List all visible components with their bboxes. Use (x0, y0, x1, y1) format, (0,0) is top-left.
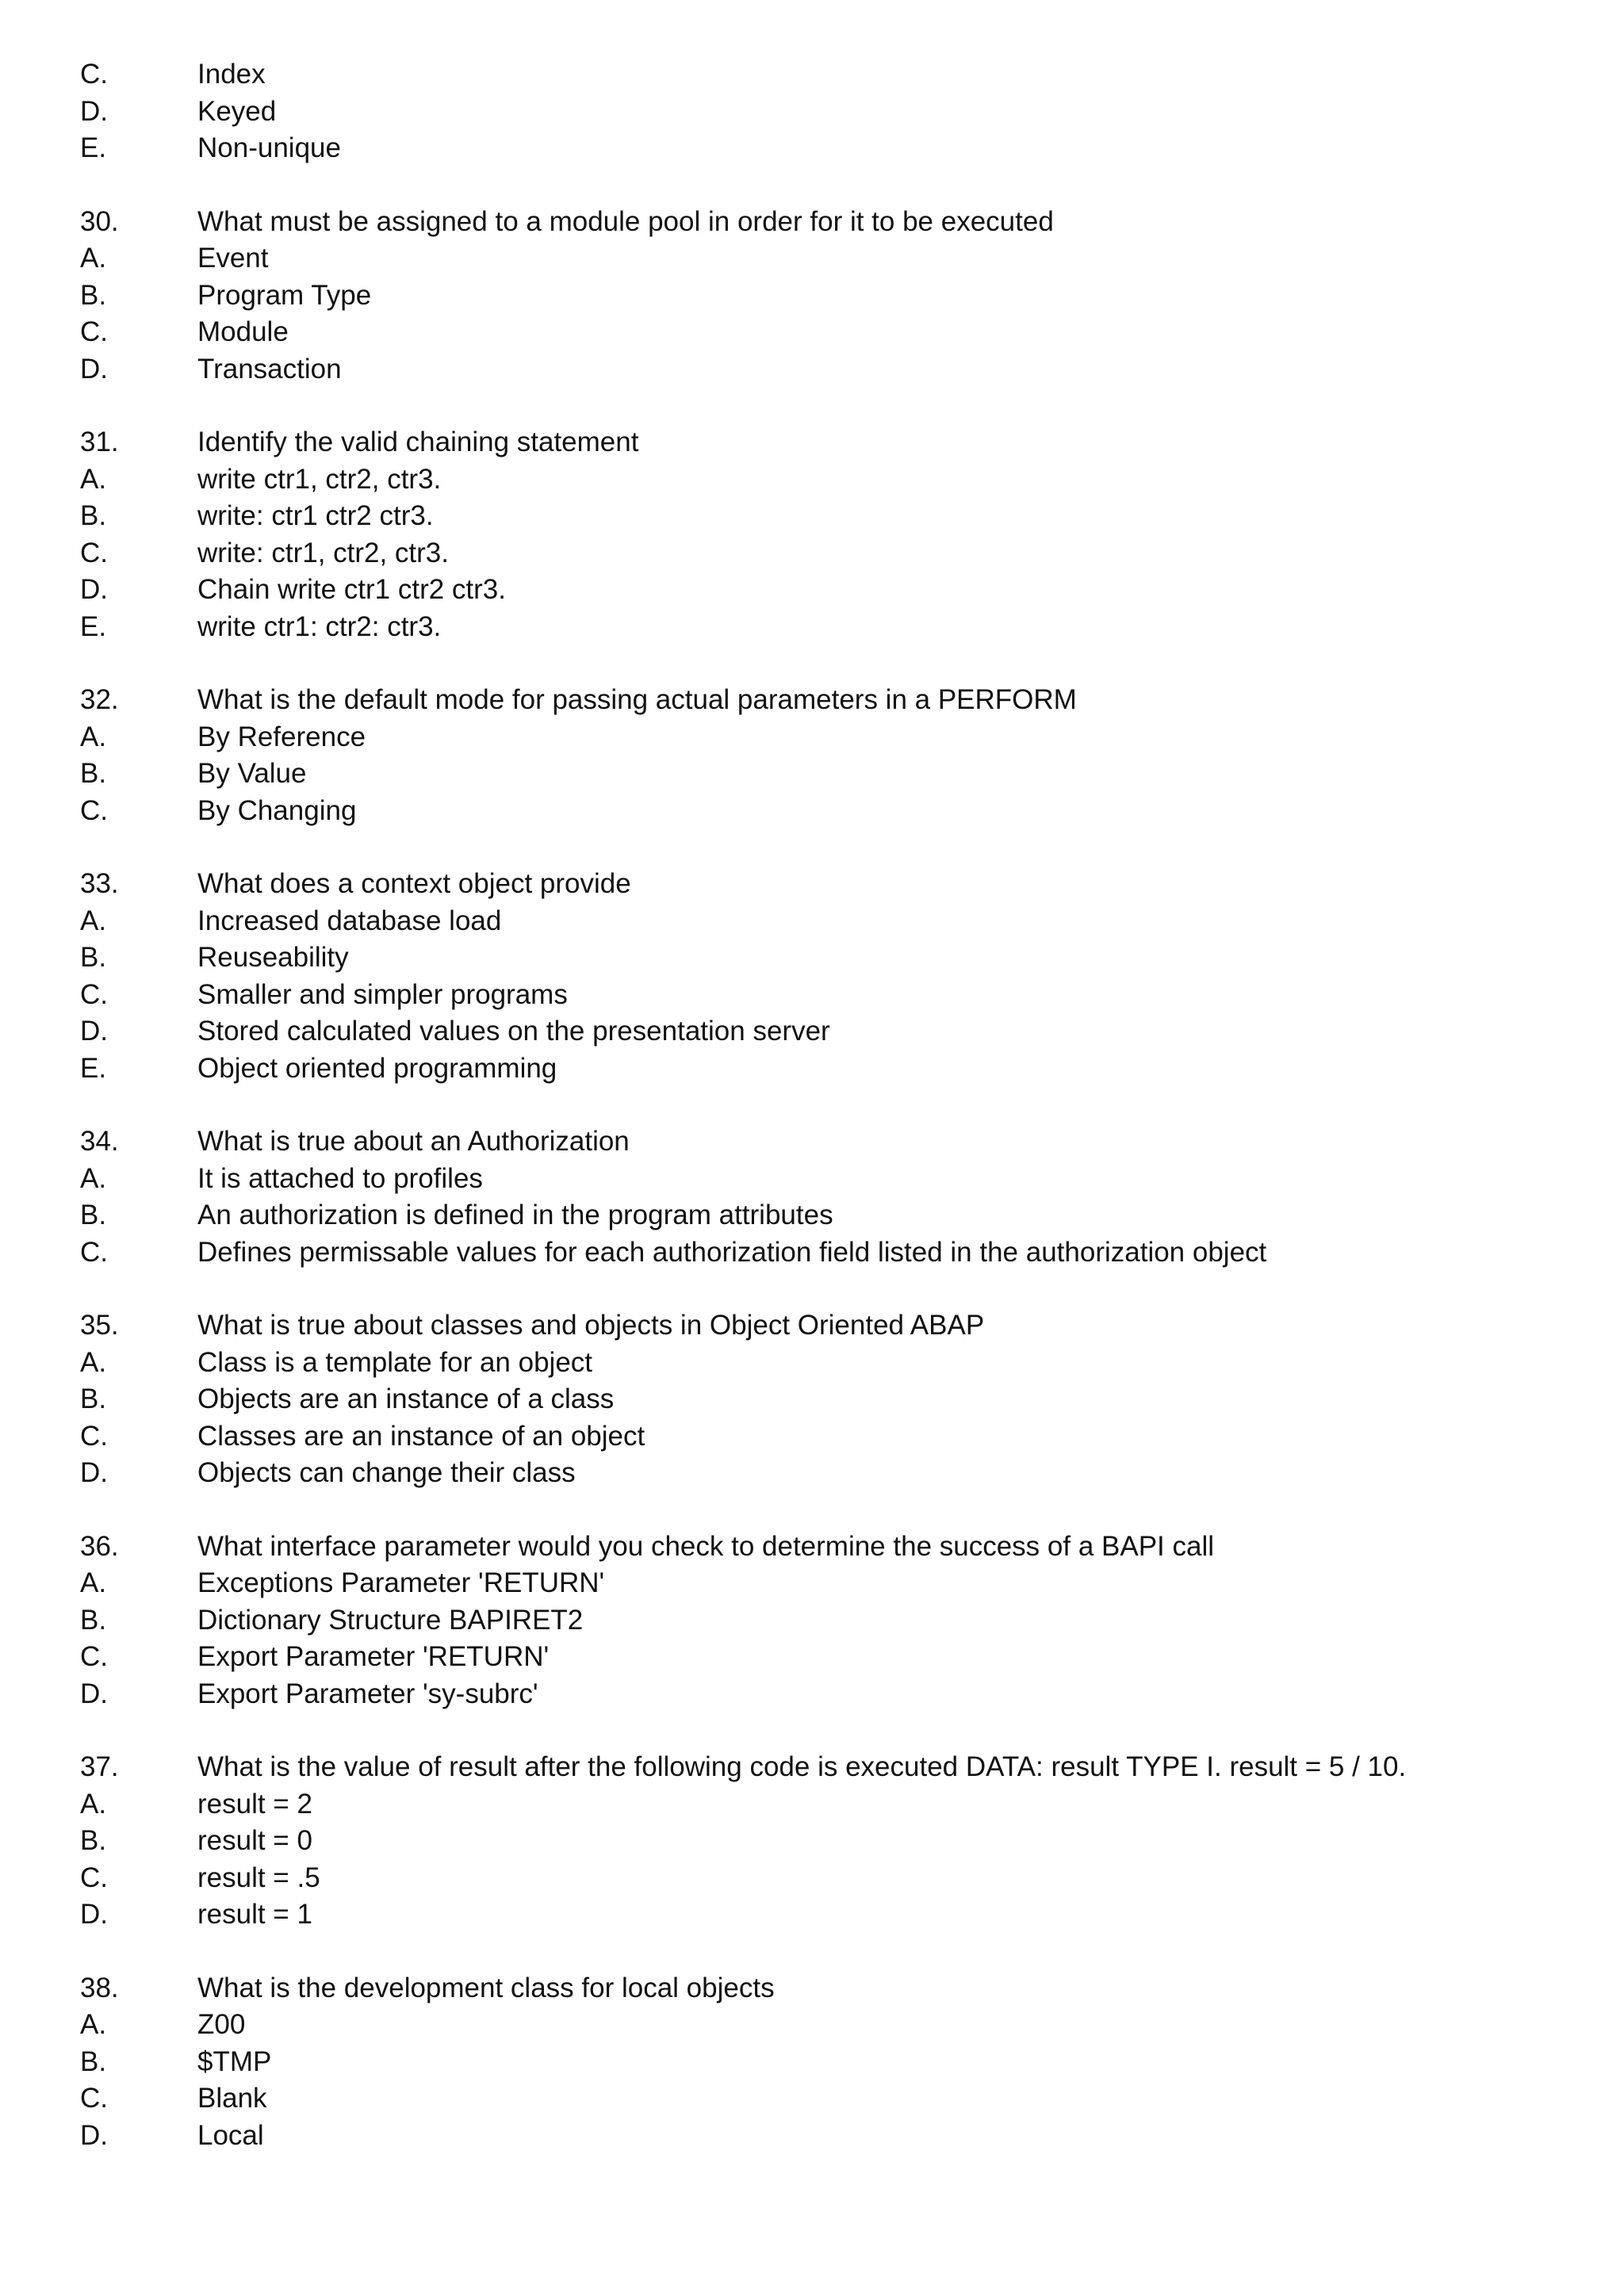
option-letter: A. (80, 1788, 107, 1820)
option-text: write: ctr1 ctr2 ctr3. (197, 500, 434, 531)
question-text: What is the default mode for passing actual parameters in a PERFORM (197, 684, 1077, 715)
option-letter: A. (80, 1567, 107, 1598)
question-line (80, 682, 1587, 719)
answer-option (80, 939, 1587, 977)
question-block (80, 866, 1587, 1087)
question-number: 31. (80, 427, 119, 457)
answer-option (80, 1823, 1587, 1860)
question-block (80, 424, 1587, 645)
option-text: write ctr1, ctr2, ctr3. (197, 463, 442, 495)
question-number: 30. (80, 205, 119, 237)
option-letter: B. (80, 942, 107, 973)
answer-option (80, 1896, 1587, 1934)
question-text: What does a context object provide (197, 868, 631, 899)
question-line (80, 866, 1587, 903)
answer-option (80, 756, 1587, 793)
question-block (80, 1749, 1587, 1934)
question-block (80, 1529, 1587, 1713)
option-text: Local (197, 2119, 264, 2151)
answer-option (80, 314, 1587, 351)
answer-option (80, 2080, 1587, 2118)
question-block (80, 1970, 1587, 2155)
answer-option (80, 1639, 1587, 1676)
option-letter: D. (80, 1457, 108, 1488)
question-block (80, 204, 1587, 388)
question-line (80, 204, 1587, 241)
answer-option (80, 277, 1587, 315)
option-letter: B. (80, 1200, 107, 1230)
question-number: 37. (80, 1751, 119, 1782)
option-letter: A. (80, 1162, 107, 1194)
quiz-document (80, 56, 1587, 2191)
option-letter: A. (80, 721, 107, 752)
answer-option (80, 240, 1587, 277)
option-text: write: ctr1, ctr2, ctr3. (197, 537, 449, 568)
option-text: $TMP (197, 2045, 272, 2077)
option-letter: D. (80, 353, 108, 385)
answer-option (80, 977, 1587, 1014)
answer-option (80, 793, 1587, 830)
question-line (80, 1529, 1587, 1566)
option-letter: B. (80, 1604, 107, 1636)
answer-option (80, 903, 1587, 940)
answer-option (80, 719, 1587, 756)
option-text: Smaller and simpler programs (197, 978, 568, 1010)
question-number: 34. (80, 1126, 119, 1157)
question-block (80, 1123, 1587, 1271)
option-text: Export Parameter 'sy-subrc' (197, 1678, 538, 1709)
option-letter: C. (80, 1420, 108, 1452)
option-letter: A. (80, 463, 107, 495)
option-text: Object oriented programming (197, 1052, 557, 1084)
option-letter: E. (80, 132, 107, 163)
question-line (80, 1970, 1587, 2007)
option-text: An authorization is defined in the program attributes (197, 1200, 833, 1230)
option-text: By Reference (197, 721, 366, 752)
answer-option (80, 2118, 1587, 2155)
question-number: 35. (80, 1310, 119, 1341)
option-letter: A. (80, 905, 107, 936)
option-text: Increased database load (197, 905, 502, 936)
option-letter: C. (80, 1862, 108, 1893)
option-letter: A. (80, 2009, 107, 2040)
option-text: Module (197, 316, 289, 347)
question-number: 36. (80, 1530, 119, 1562)
option-text: Reuseability (197, 942, 349, 973)
option-letter: B. (80, 500, 107, 531)
option-letter: C. (80, 794, 108, 826)
option-text: Objects are an instance of a class (197, 1383, 615, 1414)
option-letter: D. (80, 2119, 108, 2151)
option-text: Z00 (197, 2009, 246, 2040)
answer-option (80, 1197, 1587, 1234)
option-text: By Changing (197, 794, 357, 826)
answer-option (80, 1418, 1587, 1456)
question-number: 32. (80, 684, 119, 715)
question-text: What is the value of result after the following code is executed DATA: result TYPE I. result = 5 / 10. (197, 1751, 1407, 1782)
option-letter: B. (80, 2045, 107, 2077)
option-text: Class is a template for an object (197, 1346, 593, 1378)
question-number: 38. (80, 1972, 119, 2003)
option-text: result = 0 (197, 1825, 312, 1856)
answer-option (80, 351, 1587, 388)
question-line (80, 1307, 1587, 1345)
answer-option (80, 461, 1587, 499)
answer-option (80, 1013, 1587, 1050)
options-continuation-block (80, 56, 1587, 167)
option-text: Non-unique (197, 132, 341, 163)
option-text: Keyed (197, 95, 277, 127)
answer-option (80, 1602, 1587, 1640)
option-letter: A. (80, 1346, 107, 1378)
question-number: 33. (80, 868, 119, 899)
option-letter: C. (80, 978, 108, 1010)
option-text: Chain write ctr1 ctr2 ctr3. (197, 574, 506, 605)
option-text: Event (197, 243, 269, 274)
question-text: What is true about an Authorization (197, 1126, 630, 1157)
option-text: Exceptions Parameter 'RETURN' (197, 1567, 605, 1598)
answer-option (80, 572, 1587, 609)
answer-option (80, 1676, 1587, 1713)
answer-option (80, 1565, 1587, 1602)
answer-option (80, 1234, 1587, 1272)
question-text: What interface parameter would you check to determine the success of a BAPI call (197, 1530, 1215, 1562)
option-letter: C. (80, 2083, 108, 2114)
option-text: Transaction (197, 353, 342, 385)
answer-option (80, 535, 1587, 572)
answer-option (80, 130, 1587, 167)
answer-option (80, 1345, 1587, 1382)
option-letter: B. (80, 1383, 107, 1414)
question-text: What is the development class for local objects (197, 1972, 775, 2003)
option-text: Dictionary Structure BAPIRET2 (197, 1604, 584, 1636)
option-letter: B. (80, 758, 107, 789)
option-text: Index (197, 59, 266, 90)
answer-option (80, 498, 1587, 535)
option-text: result = .5 (197, 1862, 320, 1893)
answer-option (80, 1161, 1587, 1198)
question-text: What is true about classes and objects in Object Oriented ABAP (197, 1310, 985, 1341)
question-block (80, 1307, 1587, 1492)
answer-option (80, 1786, 1587, 1823)
option-letter: D. (80, 95, 108, 127)
option-text: It is attached to profiles (197, 1162, 483, 1194)
option-text: By Value (197, 758, 307, 789)
option-letter: D. (80, 1678, 108, 1709)
option-letter: C. (80, 537, 108, 568)
option-letter: E. (80, 1052, 107, 1084)
option-letter: C. (80, 1641, 108, 1672)
question-line (80, 1123, 1587, 1161)
option-text: Export Parameter 'RETURN' (197, 1641, 550, 1672)
option-letter: A. (80, 243, 107, 274)
answer-option (80, 1381, 1587, 1418)
option-letter: C. (80, 316, 108, 347)
option-text: Classes are an instance of an object (197, 1420, 645, 1452)
answer-option (80, 1050, 1587, 1088)
option-text: Program Type (197, 279, 372, 311)
question-text: What must be assigned to a module pool in order for it to be executed (197, 205, 1054, 237)
option-letter: C. (80, 59, 108, 90)
option-text: Blank (197, 2083, 267, 2114)
answer-option (80, 56, 1587, 94)
question-text: Identify the valid chaining statement (197, 427, 639, 457)
option-letter: B. (80, 1825, 107, 1856)
option-text: result = 2 (197, 1788, 312, 1820)
question-line (80, 424, 1587, 461)
option-text: Objects can change their class (197, 1457, 576, 1488)
answer-option (80, 1455, 1587, 1492)
answer-option (80, 1860, 1587, 1897)
answer-option (80, 2044, 1587, 2081)
option-text: Defines permissable values for each authorization field listed in the authorization object (197, 1236, 1267, 1268)
answer-option (80, 609, 1587, 646)
option-text: Stored calculated values on the presentation server (197, 1016, 830, 1047)
option-letter: C. (80, 1236, 108, 1268)
option-text: result = 1 (197, 1899, 312, 1930)
answer-option (80, 2007, 1587, 2044)
option-letter: D. (80, 1899, 108, 1930)
answer-option (80, 94, 1587, 131)
option-letter: B. (80, 279, 107, 311)
option-letter: D. (80, 1016, 108, 1047)
question-block (80, 682, 1587, 829)
option-letter: E. (80, 610, 107, 642)
option-letter: D. (80, 574, 108, 605)
question-line (80, 1749, 1587, 1786)
option-text: write ctr1: ctr2: ctr3. (197, 610, 442, 642)
